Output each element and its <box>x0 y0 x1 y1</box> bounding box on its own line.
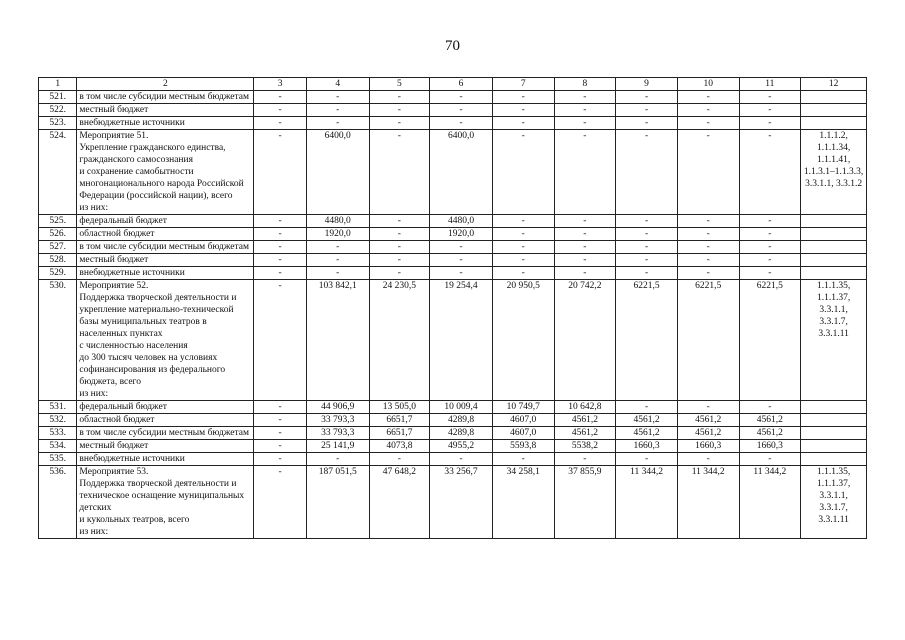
value-cell: - <box>554 267 616 280</box>
row-number: 521. <box>39 91 77 104</box>
row-number: 526. <box>39 228 77 241</box>
value-cell: - <box>369 215 430 228</box>
value-cell: - <box>616 254 678 267</box>
row-number: 523. <box>39 117 77 130</box>
indicator-codes <box>801 104 867 117</box>
indicator-codes <box>801 117 867 130</box>
value-cell: - <box>492 228 554 241</box>
table-row <box>39 427 867 440</box>
table-row <box>39 215 867 228</box>
indicator-codes <box>801 414 867 427</box>
value-cell: - <box>254 466 307 539</box>
row-description: внебюджетные источники <box>77 117 254 130</box>
value-cell: - <box>254 427 307 440</box>
page-number: 70 <box>445 38 460 54</box>
value-cell: 6651,7 <box>369 427 430 440</box>
indicator-codes <box>801 267 867 280</box>
column-header: 3 <box>254 78 307 91</box>
value-cell: 1660,3 <box>739 440 801 453</box>
row-description: Мероприятие 51. Укрепление гражданского единства, гражданского самосознания и сохранение самобытности многонационального народа Российской Федерации (российской нации), всего из них: <box>77 130 254 215</box>
value-cell: 20 950,5 <box>492 280 554 401</box>
value-cell: - <box>306 254 369 267</box>
value-cell: 6400,0 <box>306 130 369 215</box>
value-cell: - <box>430 104 493 117</box>
value-cell: - <box>369 254 430 267</box>
value-cell: 37 855,9 <box>554 466 616 539</box>
value-cell: 1660,3 <box>616 440 678 453</box>
value-cell: 20 742,2 <box>554 280 616 401</box>
row-number: 525. <box>39 215 77 228</box>
value-cell: - <box>554 104 616 117</box>
indicator-codes <box>801 453 867 466</box>
value-cell: 24 230,5 <box>369 280 430 401</box>
value-cell: 10 642,8 <box>554 401 616 414</box>
value-cell: - <box>430 91 493 104</box>
value-cell: - <box>254 280 307 401</box>
value-cell: - <box>306 117 369 130</box>
value-cell: 47 648,2 <box>369 466 430 539</box>
value-cell: 4561,2 <box>554 427 616 440</box>
value-cell: - <box>677 104 739 117</box>
indicator-codes <box>801 241 867 254</box>
row-description: местный бюджет <box>77 104 254 117</box>
value-cell: - <box>616 267 678 280</box>
value-cell: - <box>739 453 801 466</box>
row-description: в том числе субсидии местным бюджетам <box>77 241 254 254</box>
table-row <box>39 254 867 267</box>
column-header: 4 <box>306 78 369 91</box>
row-description: Мероприятие 53. Поддержка творческой деятельности и техническое оснащение муниципальных детских и кукольных театров, всего из них: <box>77 466 254 539</box>
value-cell: - <box>554 130 616 215</box>
column-header: 8 <box>554 78 616 91</box>
row-description: местный бюджет <box>77 440 254 453</box>
value-cell: - <box>254 401 307 414</box>
indicator-codes <box>801 91 867 104</box>
table-row <box>39 241 867 254</box>
row-number: 536. <box>39 466 77 539</box>
value-cell: - <box>254 91 307 104</box>
value-cell: - <box>254 440 307 453</box>
table-row <box>39 280 867 401</box>
row-number: 528. <box>39 254 77 267</box>
value-cell: 103 842,1 <box>306 280 369 401</box>
value-cell: 4561,2 <box>616 427 678 440</box>
value-cell: - <box>616 241 678 254</box>
value-cell: - <box>369 453 430 466</box>
value-cell: - <box>739 241 801 254</box>
row-number: 534. <box>39 440 77 453</box>
value-cell: - <box>677 254 739 267</box>
column-header: 12 <box>801 78 867 91</box>
value-cell: - <box>677 130 739 215</box>
indicator-codes <box>801 254 867 267</box>
value-cell: - <box>492 130 554 215</box>
value-cell: - <box>369 117 430 130</box>
table-row <box>39 440 867 453</box>
row-number: 527. <box>39 241 77 254</box>
value-cell: 44 906,9 <box>306 401 369 414</box>
value-cell: - <box>739 215 801 228</box>
value-cell: 10 009,4 <box>430 401 493 414</box>
value-cell: - <box>616 453 678 466</box>
value-cell: 11 344,2 <box>677 466 739 539</box>
value-cell: 33 793,3 <box>306 414 369 427</box>
row-description: в том числе субсидии местным бюджетам <box>77 91 254 104</box>
value-cell: 4073,8 <box>369 440 430 453</box>
value-cell: - <box>739 254 801 267</box>
value-cell: - <box>677 453 739 466</box>
value-cell: 10 749,7 <box>492 401 554 414</box>
value-cell: 4289,8 <box>430 414 493 427</box>
indicator-codes <box>801 427 867 440</box>
value-cell: - <box>616 104 678 117</box>
table-body <box>39 78 867 539</box>
table-row <box>39 91 867 104</box>
value-cell: 4480,0 <box>306 215 369 228</box>
value-cell: - <box>677 228 739 241</box>
value-cell: - <box>492 91 554 104</box>
value-cell: 13 505,0 <box>369 401 430 414</box>
value-cell: 25 141,9 <box>306 440 369 453</box>
value-cell: 4561,2 <box>616 414 678 427</box>
value-cell: 5593,8 <box>492 440 554 453</box>
indicator-codes: 1.1.1.35, 1.1.1.37, 3.3.1.1, 3.3.1.7, 3.3.1.11 <box>801 466 867 539</box>
value-cell: - <box>492 117 554 130</box>
value-cell: - <box>430 117 493 130</box>
value-cell: 19 254,4 <box>430 280 493 401</box>
column-header: 10 <box>677 78 739 91</box>
value-cell: - <box>254 414 307 427</box>
value-cell: - <box>739 401 801 414</box>
value-cell: - <box>369 130 430 215</box>
value-cell: 4561,2 <box>677 414 739 427</box>
value-cell: - <box>739 117 801 130</box>
value-cell: 6221,5 <box>677 280 739 401</box>
value-cell: 4289,8 <box>430 427 493 440</box>
value-cell: - <box>306 267 369 280</box>
value-cell: - <box>369 267 430 280</box>
column-header: 11 <box>739 78 801 91</box>
column-header: 7 <box>492 78 554 91</box>
value-cell: - <box>369 91 430 104</box>
table-row <box>39 466 867 539</box>
indicator-codes <box>801 215 867 228</box>
value-cell: 6400,0 <box>430 130 493 215</box>
row-number: 522. <box>39 104 77 117</box>
table-row <box>39 104 867 117</box>
row-description: федеральный бюджет <box>77 215 254 228</box>
value-cell: 11 344,2 <box>616 466 678 539</box>
row-description: Мероприятие 52. Поддержка творческой деятельности и укрепление материально-технической базы муниципальных театров в населенных пунктах с численностью населения до 300 тысяч человек на условиях софинансирования из федерального бюджета, всего из них: <box>77 280 254 401</box>
value-cell: 34 258,1 <box>492 466 554 539</box>
value-cell: - <box>254 254 307 267</box>
row-description: федеральный бюджет <box>77 401 254 414</box>
value-cell: - <box>254 117 307 130</box>
value-cell: 1660,3 <box>677 440 739 453</box>
table-row <box>39 228 867 241</box>
column-header: 1 <box>39 78 77 91</box>
row-number: 532. <box>39 414 77 427</box>
value-cell: - <box>254 104 307 117</box>
value-cell: - <box>306 241 369 254</box>
row-number: 533. <box>39 427 77 440</box>
value-cell: - <box>306 453 369 466</box>
value-cell: - <box>739 267 801 280</box>
value-cell: - <box>430 254 493 267</box>
value-cell: - <box>254 228 307 241</box>
value-cell: - <box>677 215 739 228</box>
row-number: 530. <box>39 280 77 401</box>
table-row <box>39 453 867 466</box>
value-cell: 1920,0 <box>430 228 493 241</box>
value-cell: 4955,2 <box>430 440 493 453</box>
value-cell: - <box>430 241 493 254</box>
value-cell: - <box>739 130 801 215</box>
value-cell: - <box>677 241 739 254</box>
value-cell: 187 051,5 <box>306 466 369 539</box>
value-cell: - <box>616 228 678 241</box>
column-header: 2 <box>77 78 254 91</box>
value-cell: - <box>616 401 678 414</box>
row-number: 529. <box>39 267 77 280</box>
value-cell: - <box>616 130 678 215</box>
table-row <box>39 130 867 215</box>
value-cell: 4561,2 <box>739 414 801 427</box>
value-cell: - <box>492 215 554 228</box>
value-cell: 1920,0 <box>306 228 369 241</box>
value-cell: 6221,5 <box>739 280 801 401</box>
value-cell: 4561,2 <box>677 427 739 440</box>
value-cell: - <box>254 453 307 466</box>
column-header: 6 <box>430 78 493 91</box>
value-cell: - <box>254 267 307 280</box>
value-cell: - <box>739 91 801 104</box>
row-description: областной бюджет <box>77 228 254 241</box>
value-cell: 4561,2 <box>554 414 616 427</box>
value-cell: - <box>554 453 616 466</box>
value-cell: - <box>677 117 739 130</box>
value-cell: 6221,5 <box>616 280 678 401</box>
row-description: местный бюджет <box>77 254 254 267</box>
value-cell: 33 256,7 <box>430 466 493 539</box>
table-row <box>39 117 867 130</box>
value-cell: - <box>430 453 493 466</box>
indicator-codes <box>801 228 867 241</box>
value-cell: - <box>306 104 369 117</box>
value-cell: 4561,2 <box>739 427 801 440</box>
value-cell: - <box>492 254 554 267</box>
row-number: 531. <box>39 401 77 414</box>
budget-table <box>38 77 867 539</box>
value-cell: - <box>554 241 616 254</box>
value-cell: - <box>677 401 739 414</box>
value-cell: - <box>677 267 739 280</box>
value-cell: - <box>306 91 369 104</box>
value-cell: 33 793,3 <box>306 427 369 440</box>
row-description: в том числе субсидии местным бюджетам <box>77 427 254 440</box>
row-description: внебюджетные источники <box>77 453 254 466</box>
row-description: областной бюджет <box>77 414 254 427</box>
value-cell: - <box>492 241 554 254</box>
value-cell: - <box>369 241 430 254</box>
value-cell: 5538,2 <box>554 440 616 453</box>
value-cell: - <box>554 117 616 130</box>
value-cell: - <box>254 241 307 254</box>
row-number: 535. <box>39 453 77 466</box>
value-cell: 4480,0 <box>430 215 493 228</box>
value-cell: - <box>492 104 554 117</box>
value-cell: 4607,0 <box>492 427 554 440</box>
value-cell: - <box>739 104 801 117</box>
value-cell: - <box>254 215 307 228</box>
value-cell: - <box>430 267 493 280</box>
value-cell: - <box>554 91 616 104</box>
table-row <box>39 414 867 427</box>
value-cell: - <box>254 130 307 215</box>
value-cell: - <box>369 104 430 117</box>
value-cell: 11 344,2 <box>739 466 801 539</box>
value-cell: - <box>492 267 554 280</box>
header-row <box>39 78 867 91</box>
value-cell: - <box>616 91 678 104</box>
value-cell: - <box>492 453 554 466</box>
value-cell: - <box>616 215 678 228</box>
value-cell: - <box>739 228 801 241</box>
value-cell: - <box>554 228 616 241</box>
indicator-codes <box>801 440 867 453</box>
value-cell: 6651,7 <box>369 414 430 427</box>
column-header: 5 <box>369 78 430 91</box>
table-row <box>39 267 867 280</box>
indicator-codes: 1.1.1.35, 1.1.1.37, 3.3.1.1, 3.3.1.7, 3.3.1.11 <box>801 280 867 401</box>
indicator-codes: 1.1.1.2, 1.1.1.34, 1.1.1.41, 1.1.3.1–1.1.3.3, 3.3.1.1, 3.3.1.2 <box>801 130 867 215</box>
value-cell: - <box>677 91 739 104</box>
value-cell: - <box>616 117 678 130</box>
value-cell: - <box>554 254 616 267</box>
table-row <box>39 401 867 414</box>
indicator-codes <box>801 401 867 414</box>
row-number: 524. <box>39 130 77 215</box>
value-cell: - <box>369 228 430 241</box>
column-header: 9 <box>616 78 678 91</box>
value-cell: 4607,0 <box>492 414 554 427</box>
row-description: внебюджетные источники <box>77 267 254 280</box>
value-cell: - <box>554 215 616 228</box>
